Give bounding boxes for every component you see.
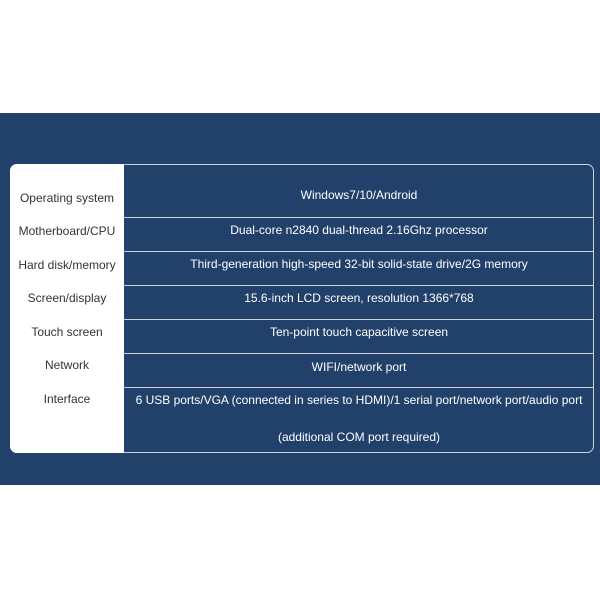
spec-label-screen-display: Screen/display [27, 291, 107, 305]
row-divider [124, 319, 594, 320]
spec-label-interface: Interface [43, 392, 91, 406]
spec-value-touch-screen: Ten-point touch capacitive screen [269, 325, 449, 339]
row-divider [124, 353, 594, 354]
spec-label-operating-system: Operating system [19, 191, 115, 205]
spec-label-column [10, 164, 124, 453]
spec-value-operating-system: Windows7/10/Android [300, 188, 418, 202]
spec-label-hard-disk-memory: Hard disk/memory [18, 258, 116, 272]
spec-value-hard-disk-memory: Third-generation high-speed 32-bit solid-state drive/2G memory [190, 257, 528, 271]
row-divider [124, 285, 594, 286]
spec-label-motherboard-cpu: Motherboard/CPU [18, 224, 116, 238]
spec-value-motherboard-cpu: Dual-core n2840 dual-thread 2.16Ghz processor [230, 223, 488, 237]
spec-value-interface: 6 USB ports/VGA (connected in series to HDMI)/1 serial port/network port/audio port (additional COM port required) [135, 393, 583, 444]
spec-label-network: Network [44, 358, 89, 372]
spec-value-screen-display: 15.6-inch LCD screen, resolution 1366*768 [244, 291, 474, 305]
row-divider [124, 251, 594, 252]
row-divider [124, 217, 594, 218]
spec-value-network: WIFI/network port [311, 360, 407, 374]
spec-label-touch-screen: Touch screen [31, 325, 103, 339]
